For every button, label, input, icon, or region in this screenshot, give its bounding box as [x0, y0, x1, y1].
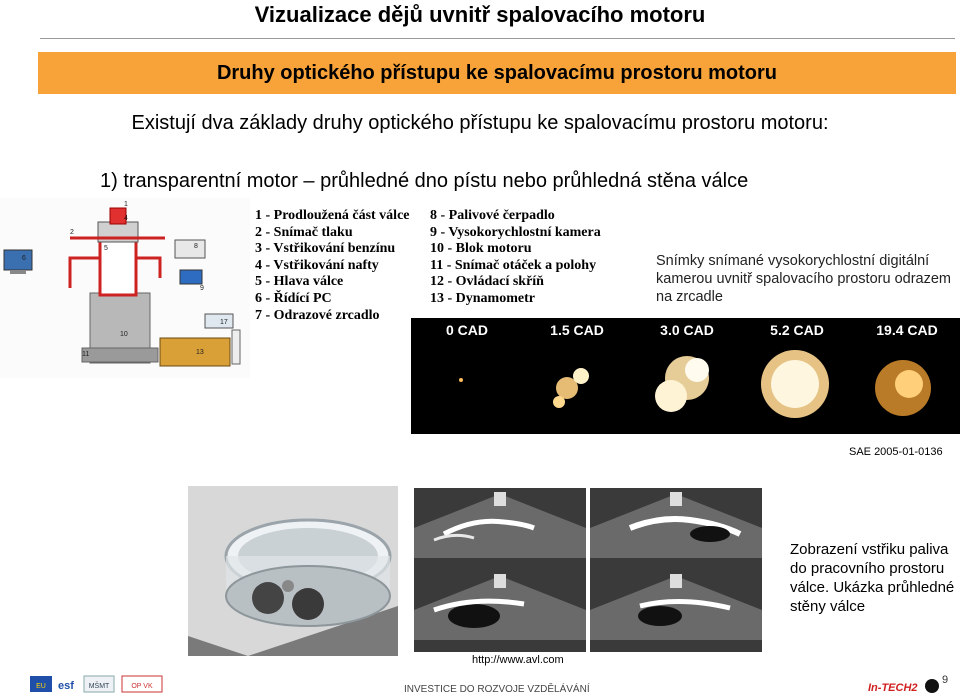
combustion-frame — [741, 318, 853, 434]
logo-text: MŠMT — [88, 683, 110, 690]
legend-item: 10 - Blok motoru — [430, 241, 532, 257]
schematic-callout-number: 11 — [82, 351, 90, 358]
legend-item: 3 - Vstřikování benzínu — [255, 241, 396, 257]
frame-label: 5.2 CAD — [770, 322, 824, 338]
schematic-callout-number: 10 — [120, 331, 128, 338]
legend-item: 4 - Vstřikování nafty — [255, 257, 379, 273]
legend-column-left — [255, 208, 410, 324]
schematic-callout-number: 2 — [70, 229, 74, 236]
title-divider — [40, 38, 955, 39]
snapshot-caption: Snímky snímané vysokorychlostní digitální kamerou uvnitř spalovacího prostoru odrazem na zrcadle — [656, 253, 951, 305]
legend-item: 9 - Vysokorychlostní kamera — [430, 224, 601, 240]
footer-text: INVESTICE DO ROZVOJE VZDĚLÁVÁNÍ — [404, 684, 590, 695]
intech-logo — [868, 676, 940, 696]
schematic-callout-number: 17 — [220, 319, 228, 326]
frame-label: 1.5 CAD — [550, 322, 604, 338]
spray-frame — [414, 488, 586, 570]
sae-reference: SAE 2005-01-0136 — [849, 446, 943, 458]
transparent-cylinder-photo — [188, 486, 398, 656]
engine-schematic-diagram — [0, 198, 250, 378]
schematic-callout-number: 9 — [200, 285, 204, 292]
flame-image — [411, 318, 523, 434]
legend-item: 2 - Snímač tlaku — [255, 224, 353, 240]
combustion-frame — [411, 318, 523, 434]
legend-item: 7 - Odrazové zrcadlo — [255, 307, 380, 323]
spray-frame — [590, 570, 762, 652]
intech-logo-text: In-TECH2 — [868, 682, 918, 694]
schematic-callout-number: 13 — [196, 349, 204, 356]
spray-frame — [414, 570, 586, 652]
footer-logos — [30, 674, 165, 696]
schematic-callout-number: 4 — [124, 215, 128, 222]
page-title: Vizualizace dějů uvnitř spalovacího motoru — [254, 2, 706, 27]
dynamometer-shape — [160, 338, 230, 366]
logo-text: OP VK — [131, 683, 153, 690]
flame-image — [631, 318, 743, 434]
flame-image — [741, 318, 853, 434]
source-url: http://www.avl.com — [472, 654, 564, 666]
frame-label: 3.0 CAD — [660, 322, 714, 338]
list-item-1: 1) transparentní motor – průhledné dno pístu nebo průhledná stěna válce — [100, 170, 749, 192]
legend-item: 12 - Ovládací skříň — [430, 274, 544, 290]
legend-item: 1 - Prodloužená část válce — [255, 208, 410, 223]
combustion-frame — [851, 318, 960, 434]
schematic-callout-number: 5 — [104, 245, 108, 252]
page-number: 9 — [942, 674, 949, 686]
frame-label: 19.4 CAD — [876, 322, 938, 338]
schematic-callout-number: 8 — [194, 243, 198, 250]
legend-item: 5 - Hlava válce — [255, 274, 344, 290]
legend-item: 8 - Palivové čerpadlo — [430, 208, 555, 223]
legend-column-right — [430, 208, 601, 308]
combustion-frame — [631, 318, 743, 434]
intro-text: Existují dva základy druhy optického přístupu ke spalovacímu prostoru motoru: — [131, 112, 829, 134]
frame-label: 0 CAD — [445, 322, 488, 338]
legend-item: 6 - Řídící PC — [255, 290, 332, 306]
spray-caption: Zobrazení vstřiku paliva do pracovního prostoru válce. Ukázka průhledné stěny válce — [790, 541, 955, 615]
flame-image — [521, 318, 633, 434]
flame-image — [851, 318, 960, 434]
logo-text: EU — [36, 683, 46, 690]
combustion-frame — [521, 318, 633, 434]
section-banner-text: Druhy optického přístupu ke spalovacímu prostoru motoru — [216, 62, 778, 84]
spray-frame — [590, 488, 762, 570]
logo-text: esf — [58, 680, 74, 692]
pc-shape — [4, 250, 32, 270]
legend-item: 11 - Snímač otáček a polohy — [430, 257, 597, 273]
schematic-legend — [255, 208, 625, 328]
legend-item: 13 - Dynamometr — [430, 290, 535, 306]
schematic-callout-number: 6 — [22, 255, 26, 262]
schematic-callout-number: 1 — [124, 201, 128, 208]
camera-shape — [180, 270, 202, 284]
